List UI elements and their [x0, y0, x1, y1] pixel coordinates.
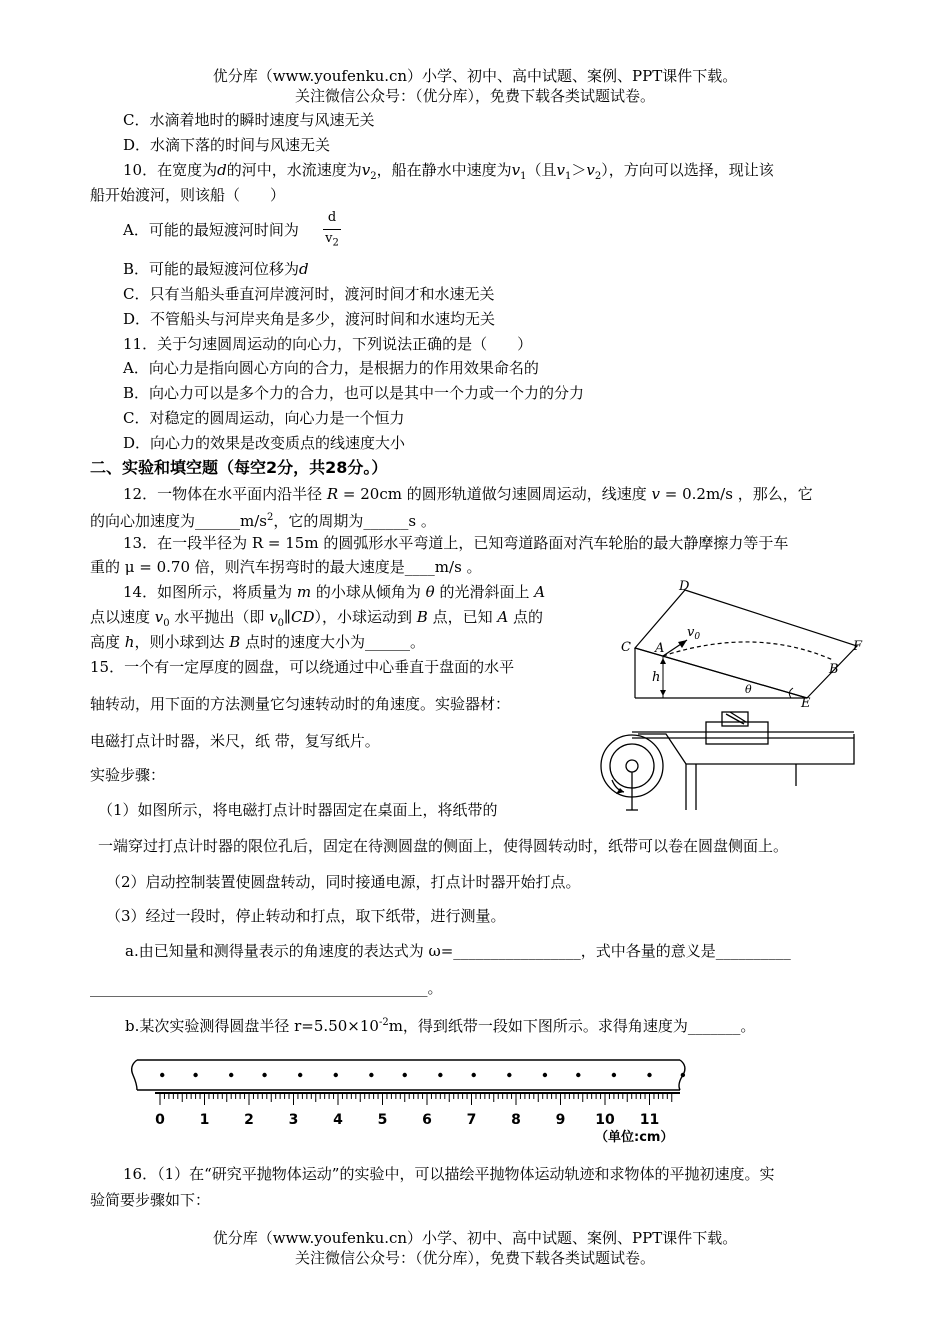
footer-line-2: 关注微信公众号：（优分库），免费下载各类试题试卷。 — [294, 1249, 655, 1267]
fraction-numerator: d — [327, 210, 337, 225]
q15-line3: 电磁打点计时器，米尺，纸 带，复写纸片。 — [90, 732, 380, 750]
q10-option-b: B．可能的最短渡河位移为d — [123, 260, 309, 278]
tape-left-torn-edge — [132, 1060, 137, 1090]
footer-line-1: 优分库（www.youfenku.cn）小学、初中、高中试题、案例、PPT课件下载。 — [212, 1229, 738, 1247]
fraction-bar — [323, 229, 341, 230]
tape-dot — [543, 1073, 547, 1077]
q15-question-a-cont: _____________________________________________。 — [90, 979, 443, 997]
tape-dot — [262, 1073, 266, 1077]
q13-line1: 13．在一段半径为 R = 15m 的圆弧形水平弯道上，已知弯道路面对汽车轮胎的最大静摩擦力等于车 — [123, 534, 789, 552]
label-f: F — [853, 639, 863, 654]
tape-dots — [160, 1073, 685, 1077]
q15-line1: 15．一个有一定厚度的圆盘，可以绕通过中心垂直于盘面的水平 — [90, 658, 515, 676]
ruler-number: 2 — [244, 1112, 254, 1128]
label-c: C — [621, 640, 631, 655]
incline-top-plane — [635, 590, 857, 698]
q11-option-d: D．向心力的效果是改变质点的线速度大小 — [123, 434, 406, 452]
q10-option-c: C．只有当船头垂直河岸渡河时，渡河时间才和水速无关 — [123, 285, 495, 303]
q11-stem: 11．关于匀速圆周运动的向心力，下列说法正确的是（ ） — [123, 335, 533, 353]
label-h: h — [652, 670, 661, 685]
header-line-1: 优分库（www.youfenku.cn）小学、初中、高中试题、案例、PPT课件下载。 — [212, 67, 738, 85]
ruler-number: 1 — [199, 1112, 210, 1128]
tape-dot — [403, 1073, 407, 1077]
ruler-number: 8 — [511, 1112, 521, 1128]
velocity-arrowhead — [678, 640, 687, 648]
tape-dot — [647, 1073, 651, 1077]
q14-line1: 14．如图所示，将质量为 m 的小球从倾角为 θ 的光滑斜面上 A — [123, 583, 546, 601]
q10-stem-line2: 船开始渡河，则该船（ ） — [90, 186, 286, 204]
tape-dot — [298, 1073, 302, 1077]
ruler-number: 7 — [466, 1112, 477, 1128]
ruler-number: 10 — [595, 1112, 615, 1128]
paper-tape-ruler — [125, 1056, 695, 1148]
q11-option-c: C．对稳定的圆周运动，向心力是一个恒力 — [123, 409, 405, 427]
label-theta: θ — [745, 683, 752, 696]
ruler-unit-label: （单位:cm） — [595, 1130, 674, 1145]
label-v0: $v_0$ — [687, 625, 701, 642]
height-arrowhead-top — [660, 658, 666, 664]
disk-axle — [626, 760, 638, 772]
height-arrowhead-bottom — [660, 690, 666, 696]
disk-timer-diagram — [596, 706, 856, 814]
tape-dot — [334, 1073, 338, 1077]
q9-option-c: C．水滴着地时的瞬时速度与风速无关 — [123, 111, 375, 129]
q10-option-d: D．不管船头与河岸夹角是多少，渡河时间和水速均无关 — [123, 310, 496, 328]
ruler-number: 4 — [333, 1112, 343, 1128]
q16-line2: 验简要步骤如下： — [90, 1191, 211, 1209]
q15-step2: （2）启动控制装置使圆盘转动，同时接通电源，打点计时器开始打点。 — [106, 873, 581, 891]
fraction-denominator: $v_2$ — [325, 231, 339, 249]
q12-line1: 12．一物体在水平面内沿半径 R = 20cm 的圆形轨道做匀速圆周运动，线速度 v = 0.2m/s ，那么，它 — [123, 485, 813, 503]
q15-step3: （3）经过一段时，停止转动和打点，取下纸带，进行测量。 — [106, 907, 506, 925]
ruler-ticks — [160, 1093, 672, 1105]
timer-body — [706, 722, 768, 744]
tape-dot — [507, 1073, 511, 1077]
q15-question-b: b.某次实验测得圆盘半径 $r=5.50\times 10^{-2}m$，得到纸带一段如下图所示。求得角速度为_______。 — [125, 1017, 756, 1035]
q10-stem-line1: 10．在宽度为d的河中，水流速度为$v_2$，船在静水中速度为$v_1$（且$v_1>v_2$），方向可以选择，现让该 — [123, 161, 774, 182]
q15-step1-line1: （1）如图所示，将电磁打点计时器固定在桌面上，将纸带的 — [98, 801, 498, 819]
q15-steps-label: 实验步骤： — [90, 766, 166, 784]
tape-dot — [472, 1073, 476, 1077]
ruler-number: 0 — [155, 1112, 165, 1128]
q10-option-a: A．可能的最短渡河时间为 — [123, 221, 299, 239]
q9-option-d: D．水滴下落的时间与风速无关 — [123, 136, 331, 154]
q15-line2: 轴转动，用下面的方法测量它匀速转动时的角速度。实验器材： — [90, 695, 511, 713]
label-e: E — [801, 696, 811, 710]
tape-dot — [681, 1073, 685, 1077]
tape-dot — [369, 1073, 373, 1077]
label-b: B — [829, 662, 839, 677]
label-d: D — [679, 579, 690, 594]
q14-line3: 高度 h，则小球到达 B 点时的速度大小为______。 — [90, 633, 426, 651]
ruler-numbers — [155, 1112, 659, 1128]
section-heading: 二、实验和填空题（每空2分，共28分。） — [90, 458, 388, 477]
tape-dot — [576, 1073, 580, 1077]
tape-dot — [612, 1073, 616, 1077]
q16-line1: 16．（1）在“研究平抛物体运动”的实验中，可以描绘平抛物体运动轨迹和求物体的平抛初速度。实 — [123, 1165, 775, 1183]
tape-dot — [438, 1073, 442, 1077]
label-a: A — [655, 641, 665, 656]
tape-dot — [229, 1073, 233, 1077]
q11-option-a: A．向心力是指向圆心方向的合力，是根据力的作用效果命名的 — [123, 359, 539, 377]
q14-line2: 点以速度 $v_0$ 水平抛出（即 $v_0\parallel CD$），小球运动到 B 点，已知 A 点的 — [90, 608, 543, 629]
incline-diagram — [615, 578, 870, 710]
q12-line2: 的向心加速度为$\_\_\_\_\_\_m/s^2$，它的周期为______s 。 — [90, 512, 436, 530]
tape-dot — [160, 1073, 164, 1077]
header-line-2: 关注微信公众号：（优分库），免费下载各类试题试卷。 — [294, 87, 655, 105]
q13-line2: 重的 μ = 0.70 倍，则汽车拐弯时的最大速度是____m/s 。 — [90, 558, 482, 576]
ruler-number: 6 — [422, 1112, 432, 1128]
trajectory-curve — [663, 642, 833, 660]
q11-option-b: B．向心力可以是多个力的合力，也可以是其中一个力或一个力的分力 — [123, 384, 585, 402]
ruler-number: 9 — [555, 1112, 566, 1128]
tape-dot — [193, 1073, 197, 1077]
ruler-number: 11 — [639, 1112, 660, 1128]
q15-step1-line2: 一端穿过打点计时器的限位孔后，固定在待测圆盘的侧面上，使得圆转动时，纸带可以卷在圆盘侧面上。 — [98, 837, 789, 855]
ruler-number: 5 — [377, 1112, 388, 1128]
ruler-number: 3 — [288, 1112, 299, 1128]
q15-question-a: a.由已知量和测得量表示的角速度的表达式为 ω=_________________，式中各量的意义是__________ — [125, 942, 791, 960]
